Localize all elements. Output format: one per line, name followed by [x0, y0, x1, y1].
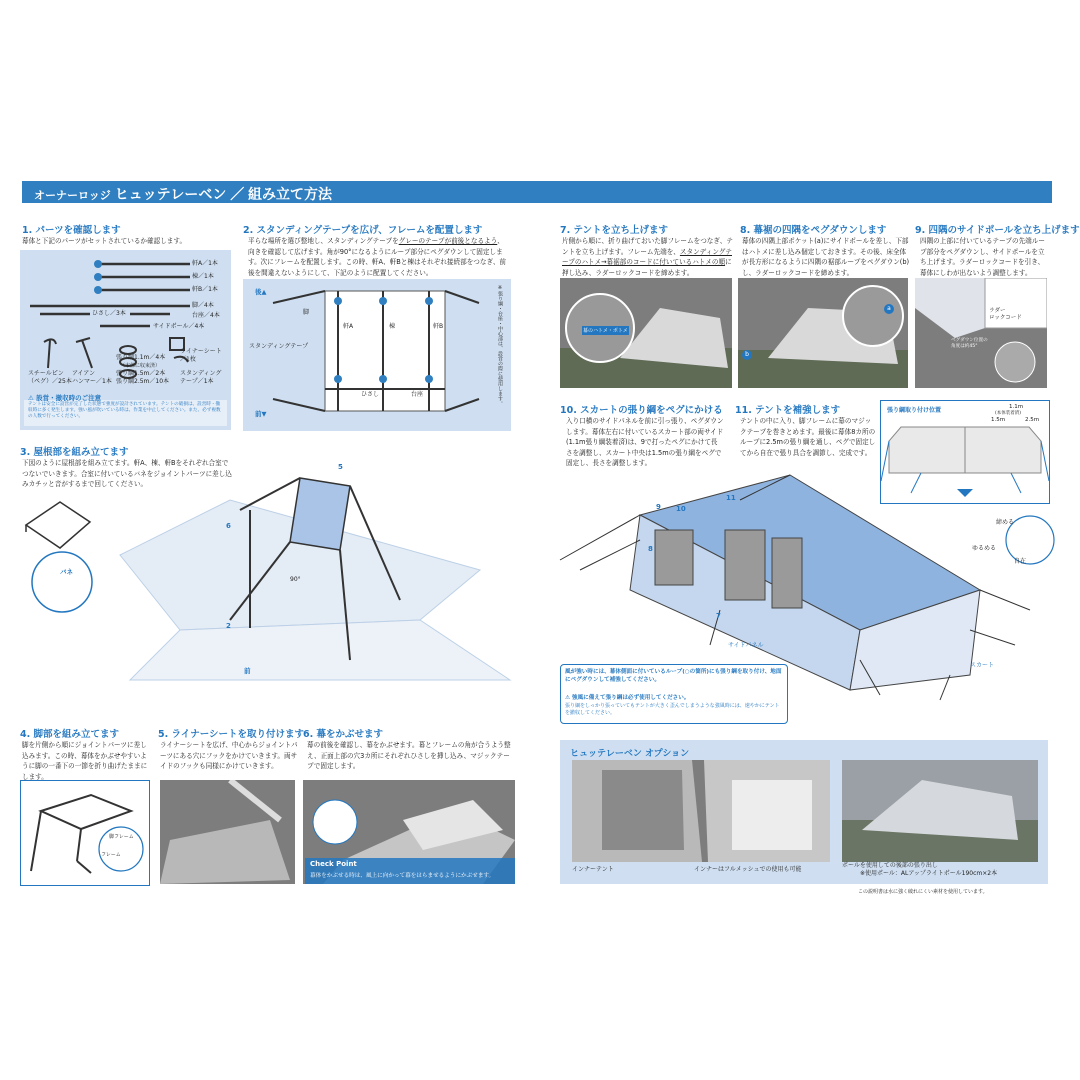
option-caption-inner-tent: インナーテント — [572, 866, 614, 873]
part-pin: スチールピン （ペグ）／25本 — [28, 370, 72, 385]
s8-text: 幕体の四隅上部ポケット(a)にサイドポールを差し、下部はハトメに差し込み個定しておきます。その後、床全体が長方形になるように四隅の裾部ループをペグダウン(b)し、ラダーロックコードを締めます。 — [742, 237, 910, 277]
eave-a-label: 軒A — [343, 323, 354, 330]
guy-1.5m: 1.5m — [991, 417, 1006, 423]
banner-subtitle: 組み立て方法 — [248, 187, 333, 203]
standing-tape-label: スタンディングテープ — [249, 343, 309, 350]
s1-title: 1. パーツを確認します — [22, 225, 121, 236]
option-photo-pole — [842, 760, 1038, 862]
part-rope-1: 張り綱1.1m／4本 — [116, 354, 166, 361]
banner-product: ヒュッテレーベン — [114, 187, 227, 203]
part-rope-2: 張り綱1.5m／2本 — [116, 370, 166, 377]
tighten-label: 締める — [996, 519, 1015, 526]
s7-photo-label: 幕のハトメ・ボトメ — [583, 328, 628, 334]
part-eave-b: 軒B／1本 — [192, 286, 218, 293]
peg-angle-note: ペグダウン位置の 角度は約45° — [951, 338, 988, 349]
s3-text: 下図のように屋根部を組み立てます。軒A、棟、軒Bをそれぞれ合室でつないでいきます。合室に付いているバネをジョイントパーツに差し込みカチッと音がするまで回してください。 — [22, 459, 232, 488]
s4-leg-drawing — [20, 780, 150, 886]
callout-5: 5 — [338, 463, 343, 471]
s9-photo — [915, 278, 1047, 388]
part-hisashi: ひさし／3本 — [92, 310, 126, 317]
check-point-text: 幕体をかぶせる時は、風上に向かって幕をはらませるようにかぶせます。 — [310, 873, 495, 879]
leg-frame-label: 脚フレーム — [109, 834, 134, 840]
banner-slash: ／ — [230, 187, 245, 203]
s1-text: 幕体と下記のパーツがセットされているか確認します。 — [22, 237, 187, 245]
option-photo-inner — [572, 760, 830, 862]
warning-2-text: 張り綱をしっかり張っていてもテントが大きく歪んでしまうような強風時には、速やかにテントを撤収してください。 — [565, 703, 780, 716]
s8-title: 8. 幕裾の四隅をペグダウンします — [740, 225, 887, 236]
option-caption-pole: ポールを使用しての後部の張り出し — [842, 862, 938, 869]
part-eave-a: 軒A／1本 — [192, 260, 218, 267]
s4-title: 4. 脚部を組み立てます — [20, 729, 120, 740]
warning-2-title: ⚠ 強風に備えて張り綱は必ず使用してください。 — [565, 695, 690, 701]
ladder-lock-cord-label: ラダー ロックコード — [989, 308, 1022, 321]
s9-text: 四隅の上部に付いているテープの先端ループ部分をペグダウンし、サイドポールを立ち上げます。ラダーロックコードを引き、幕体にしわが出ないよう調整します。 — [920, 237, 1045, 277]
s11-title: 11. テントを補強します — [735, 405, 841, 416]
part-leg: 脚／4本 — [192, 302, 214, 309]
s6-text: 幕の前後を確認し、幕をかぶせます。幕とフレームの角が合うよう整え、正面上部の穴3カ所にそれぞれひさしを挿し込み、マジックテープで固定します。 — [307, 741, 511, 770]
s5-title: 5. ライナーシートを取り付けます — [158, 729, 305, 740]
s9-title: 9. 四隅のサイドポールを立ち上げます — [915, 225, 1080, 236]
roof-assembly-drawing — [20, 470, 520, 690]
frame-layout-drawing — [243, 279, 511, 431]
s7-title: 7. テントを立ち上げます — [560, 225, 669, 236]
callout-7: 7 — [716, 612, 721, 620]
base-label: 台座 — [411, 391, 424, 398]
s7-text: 片側から順に、折り曲げておいた脚フレームをつなぎ、テントを立ち上げます。フレーム先端を、スタンディングテープのハトメ→幕裾部のコードに付いているハトメの順に押し込み、ラダーロックコードを締めます。 — [562, 237, 733, 277]
s10-text: 入り口横のサイドパネルを前に引っ張り、ペグダウンします。幕体左右に付いているスカート部の両サイド(1.1m張り綱装着済)は、9で打ったペグにかけて長さを調整し、スカート中央は1.5mの張り綱をペグで固定し、長さを調整します。 — [566, 417, 724, 467]
guy-1.1m-note: (本体装着済) — [995, 411, 1022, 416]
guy-2.5m: 2.5m — [1025, 417, 1040, 423]
guy-box-title: 張り綱取り付け位置 — [887, 407, 942, 414]
warning-text: 風が強い時には、幕体側面に付いているループ(○の箇所)にも張り綱を取り付け、地面にペグダウンして補強してください。 — [565, 669, 782, 683]
spring-label: バネ — [60, 568, 73, 576]
s2-text: 平らな場所を選び整地し、スタンディングテープをグレーのテープが前後となるよう、向きを確認して広げます。角が90°になるようにループ部分にペグダウンして固定します。次にフレームを配置します。この時、軒A、軒Bと棟はそれぞれ接続部をつなぎ、前後を間違えないようにして、下記のように配置してください。 — [248, 237, 507, 277]
option-title: ヒュッテレーベン オプション — [570, 749, 690, 759]
rear-label: 後▲ — [255, 288, 267, 296]
warning-panel — [560, 664, 788, 724]
part-side-pole: サイドポール／4本 — [153, 323, 205, 330]
frame-label: フレーム — [101, 852, 121, 858]
s11-text: テントの中に入り、脚フレームに幕のマジックテープを巻きとめます。最後に幕体8カ所のループに2.5mの張り綱を通し、ペグで固定してから自在で張り具合を調節し、完成です。 — [740, 417, 876, 457]
option-caption-pole-note: ※使用ポール：ALアップライトポール190cm×2本 — [860, 870, 998, 877]
callout-2: 2 — [226, 622, 231, 630]
part-base: 台座／4本 — [192, 312, 220, 319]
callout-9: 9 — [656, 503, 661, 511]
s7-photo — [560, 278, 732, 388]
angle-90: 90° — [290, 576, 301, 583]
s8-photo — [738, 278, 908, 388]
ridge-label: 棟 — [389, 323, 396, 330]
s3-title: 3. 屋根部を組み立てます — [20, 447, 129, 458]
callout-10: 10 — [676, 505, 686, 513]
hisashi-label: ひさし — [361, 391, 380, 398]
s10-title: 10. スカートの張り綱をペグにかける — [560, 405, 723, 416]
check-point-label: Check Point — [310, 860, 357, 868]
part-hammer: アイアン ハンマー／1本 — [72, 370, 112, 385]
s2-title: 2. スタンディングテープを広げ、フレームを配置します — [243, 225, 483, 236]
part-tape: スタンディング テープ／1本 — [180, 370, 222, 385]
caution-title: ⚠ 設営・撤収時のご注意 — [28, 394, 102, 402]
s6-title: 6. 幕をかぶせます — [303, 729, 384, 740]
footer-note: この説明書は水に強く破れにくい素材を使用しています。 — [858, 889, 988, 895]
marker-a: a — [884, 304, 894, 314]
leg-label: 脚 — [303, 309, 310, 316]
part-ridge: 棟／1本 — [192, 273, 214, 280]
s3-front-label: 前 — [244, 667, 251, 675]
title-banner — [22, 181, 1052, 203]
part-rope-1-note: （本体に収束済） — [120, 363, 161, 369]
caution-text: テントは安全に設営が完了した状態で強度が設計されています。テントの破損は、設営時・撤収時に多く発生します。強い風が吹いている時は、作業を中止してください。また、必ず複数の人数で行ってください。 — [28, 402, 221, 419]
s2-frame-panel — [243, 279, 511, 431]
adjuster-label: 自在 — [1014, 558, 1027, 565]
part-rope-3: 張り綱2.5m／10本 — [116, 378, 170, 385]
callout-6: 6 — [226, 522, 231, 530]
front-label: 前▼ — [255, 410, 267, 418]
s2-side-note: ※張り綱・台座・中心部は、設営の際に使用します。 — [497, 285, 503, 406]
side-panel-label: サイドパネル — [728, 642, 764, 649]
callout-8: 8 — [648, 545, 653, 553]
banner-brand: オーナーロッジ — [34, 189, 111, 202]
part-liner: ライナーシート ／1枚 — [180, 348, 222, 363]
s5-text: ライナーシートを広げ、中心からジョイントパーツにある穴にフックをかけていきます。両サイドのフックも同様にかけていきます。 — [160, 741, 298, 770]
option-caption-mesh: インナーはフルメッシュでの使用も可能 — [694, 866, 802, 873]
marker-b: b — [742, 350, 752, 360]
option-panel — [560, 740, 1048, 884]
s5-photo — [160, 780, 295, 884]
s4-text: 脚を片側から順にジョイントパーツに差し込みます。この時、幕体をかぶせやすいように脚の一番下の一節を折り曲げたままにします。 — [22, 741, 148, 781]
skirt-label: スカート — [970, 662, 995, 669]
loosen-label: ゆるめる — [972, 545, 997, 552]
guy-1.1m: 1.1m — [1009, 404, 1024, 410]
callout-11: 11 — [726, 494, 736, 502]
s1-parts-panel — [20, 250, 231, 430]
eave-b-label: 軒B — [433, 323, 444, 330]
